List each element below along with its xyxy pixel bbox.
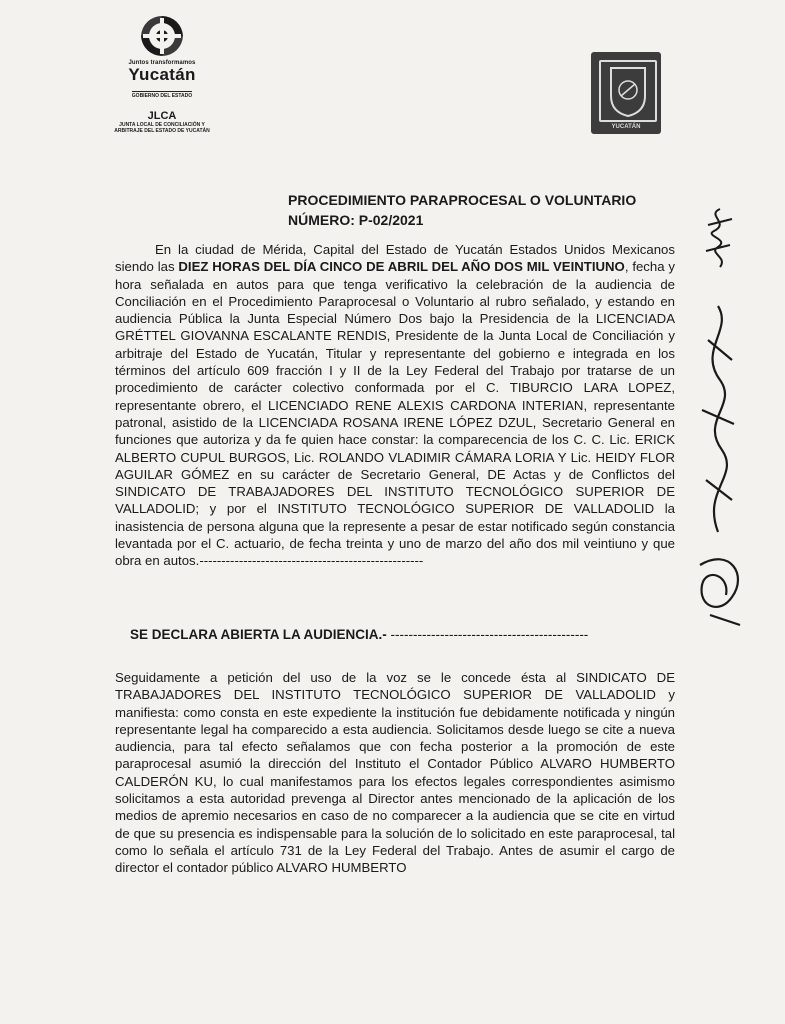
state-seal (591, 52, 661, 134)
paragraph-opening-date: DIEZ HORAS DEL DÍA CINCO DE ABRIL DEL AÑO DOS MIL VEINTIUNO (178, 259, 625, 275)
logo-sub: GOBIERNO DEL ESTADO (131, 93, 193, 99)
jlca-subtitle: JUNTA LOCAL DE CONCILIACIÓN Y ARBITRAJE DEL ESTADO DE YUCATÁN (114, 122, 210, 134)
paragraph-statement: Seguidamente a petición del uso de la voz se le concede ésta al SINDICATO DE TRABAJADORES DEL INSTITUTO TECNOLÓGICO SUPERIOR DE VALLADOLID y manifiesta: como consta en este expediente la institución fue debidamente notificada y ningún representante legal ha comparecido a esta audiencia. Solicitamos desde luego se cite a nueva audiencia, para tal efecto señalamos que con fecha posterior a la promoción de este paraprocesal asumió la dirección del Instituto el Contador Público ALVARO HUMBERTO CALDERÓN KU, lo cual manifestamos para los efectos legales correspondientes asimismo solicitamos a esta autoridad prevenga al Director antes mencionado de la aplicación de los medios de apremio necesarios en caso de no comparecer a la audiencia que se cite en virtud de que su presencia es indispensable para la solución de lo solicitado en este paraprocesal, tal como lo señala el artículo 731 de la Ley Federal del Trabajo. Antes de asumir el cargo de director el contador público ALVARO HUMBERTO (115, 670, 675, 876)
title-line-2: NÚMERO: P-02/2021 (288, 212, 424, 228)
jlca-acronym: JLCA (147, 110, 177, 122)
section-heading (130, 627, 588, 642)
paragraph-opening-a: En la ciudad de Mérida, Capital del Estado de Yucatán Estados Unidos Mexicanos siendo las (115, 242, 675, 275)
logo-name: Yucatán (128, 65, 196, 84)
initials-signature-icon (700, 205, 740, 275)
logo-tagline: Juntos transformamos (128, 60, 196, 66)
seal-caption: YUCATÁN (611, 124, 641, 130)
title-line-1: PROCEDIMIENTO PARAPROCESAL O VOLUNTARIO (288, 192, 637, 208)
round-signature-icon (690, 545, 750, 630)
seal-shield-icon (599, 60, 657, 122)
heading-dashes: -------------------------------------------- (390, 627, 589, 642)
paragraph-opening (115, 241, 675, 570)
heading-text: SE DECLARA ABIERTA LA AUDIENCIA.- (130, 627, 391, 642)
yucatan-logo (108, 14, 216, 134)
government-emblem-icon (139, 14, 185, 58)
vertical-signature-icon (688, 300, 748, 540)
paragraph-opening-c: , fecha y hora señalada en autos para que tenga verificativo la celebración de la audiencia de Conciliación en el Procedimiento Paraprocesal o Voluntario al rubro señalado, y estando en audiencia Pública la Junta Especial Número Dos bajo la Presidencia de la LICENCIADA GRÉTTEL GIOVANNA ESCALANTE RENDIS, Presidente de la Junta Local de Conciliación y arbitraje del Estado de Yucatán, Titular y representante del gobierno e integrada en los términos del artículo 609 fracción I y II de la Ley Federal del Trabajo por tratarse de un procedimiento de carácter colectivo conformada por el C. TIBURCIO LARA LOPEZ, representante obrero, el LICENCIADO RENE ALEXIS CARDONA INTERIAN, representante patronal, asistido de la LICENCIADA ROSANA IRENE LÓPEZ DZUL, Secretario General en funciones que autoriza y da fe quien hace constar: la comparecencia de los C. C. Lic. ERICK ALBERTO CUPUL BURGOS, Lic. ROLANDO VLADIMIR CÁMARA LORIA Y Lic. HEIDY FLOR AGUILAR GÓMEZ en su carácter de Secretario General, DE Actas y de Conflictos del SINDICATO DE TRABAJADORES DEL INSTITUTO TECNOLÓGICO SUPERIOR DE VALLADOLID; y por el INSTITUTO TECNOLÓGICO SUPERIOR DE VALLADOLID la inasistencia de persona alguna que la represente a pesar de estar notificado según constancia levantada por el C. actuario, de fecha treinta y uno de marzo del año dos mil veintiuno y que obra en autos.--------------------------------------------------- (115, 259, 676, 569)
document-title (288, 190, 636, 230)
